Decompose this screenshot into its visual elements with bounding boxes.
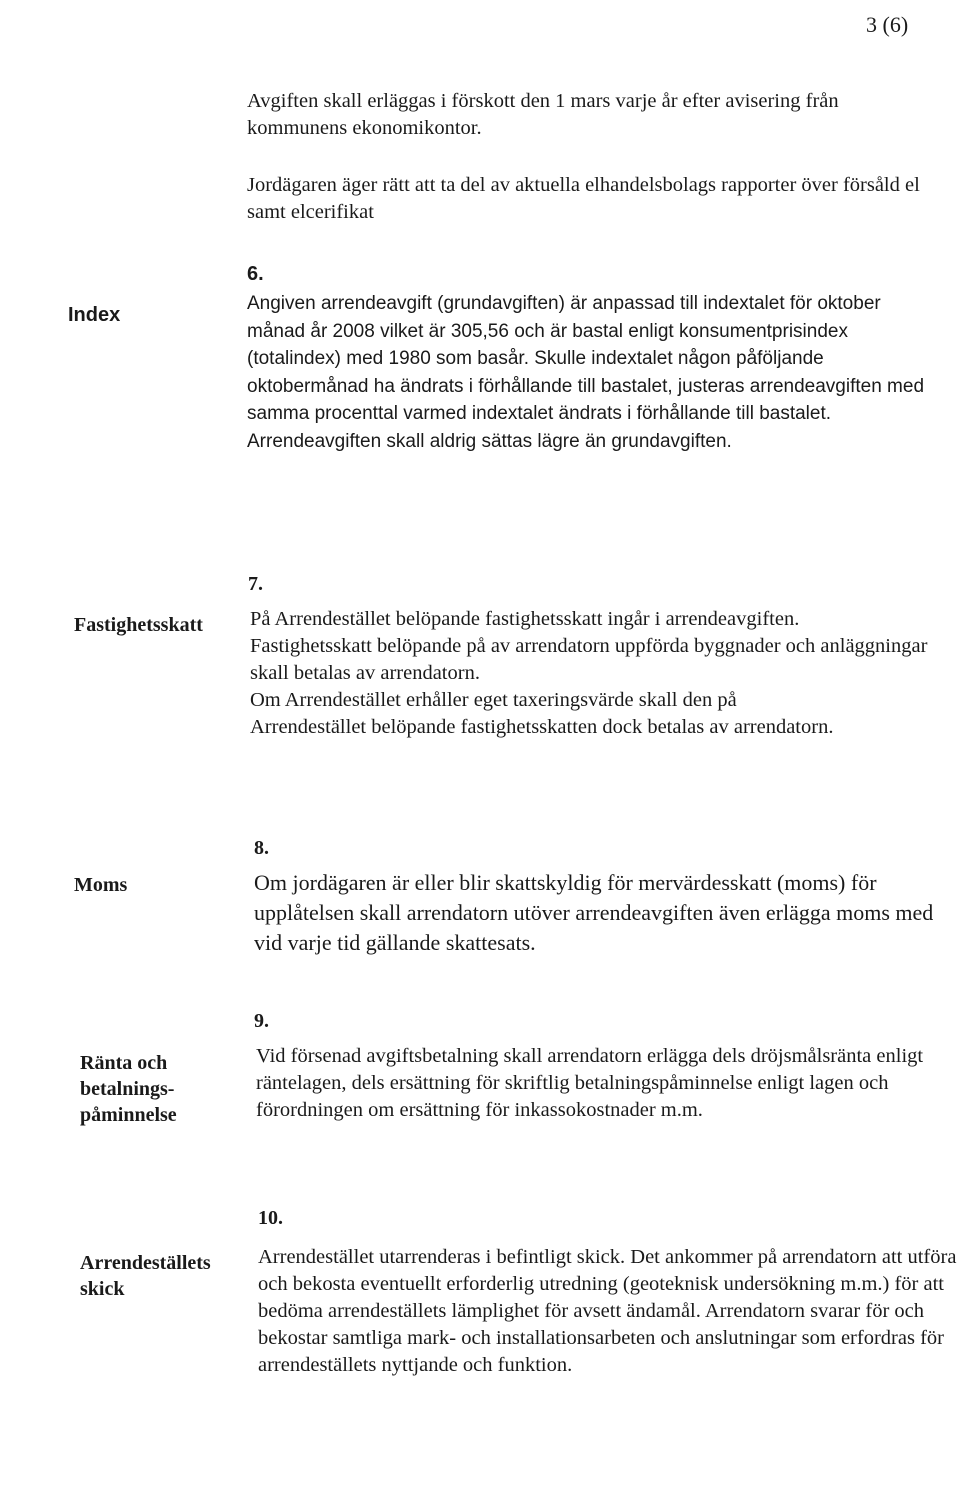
section-9-label-line-3: påminnelse [80,1104,177,1126]
section-9-label-line-1: Ränta och [80,1052,168,1074]
intro-paragraph-2: Jordägaren äger rätt att ta del av aktuella elhandelsbolags rapporter över försåld el samt elcerifikat [247,174,920,223]
section-8-text: Om jordägaren är eller blir skattskyldig för mervärdesskatt (moms) för upplåtelsen skall arrendatorn utöver arrendeavgiften även erlägga moms med vid varje tid gällande skattesats. [254,870,934,955]
section-10-number: 10. [258,1207,283,1229]
section-8-number: 8. [254,837,269,859]
section-7-text-3: Om Arrendestället erhåller eget taxeringsvärde skall den på Arrendestället belöpande fastighetsskatten dock betalas av arrendatorn. [250,689,834,738]
section-10-label [80,1250,211,1302]
section-9-label [80,1050,177,1128]
section-6-text: Angiven arrendeavgift (grundavgiften) är anpassad till indextalet för oktober månad år 2008 vilket är 305,56 och är bastal enligt konsumentprisindex (totalindex) med 1980 som basår. Skulle indextalet någon påföljande oktobermånad ha ändrats i förhållande till bastalet, justeras arrendeavgiften med samma procenttal varmed indextalet ändrats i förhållande till bastalet. Arrendeavgiften skall aldrig sättas lägre än grundavgiften. [247,293,925,452]
page-number: 3 (6) [866,12,909,37]
section-10-text: Arrendestället utarrenderas i befintligt skick. Det ankommer på arrendatorn att utföra och bekosta eventuellt erforderlig utredning (geoteknisk undersökning m.m.) för att bedöma arrendeställets lämplighet för avsett ändamål. Arrendatorn svarar för och bekostar samtliga mark- och installationsarbeten och anslutningar som erfordras för arrendeställets nyttjande och funktion. [258,1246,957,1376]
intro-paragraph-1: Avgiften skall erläggas i förskott den 1 mars varje år efter avisering från kommunens ekonomikontor. [247,90,839,139]
section-7-text-2: Fastighetsskatt belöpande på av arrendatorn uppförda byggnader och anläggningar skall betalas av arrendatorn. [250,635,928,684]
section-9-number: 9. [254,1010,269,1032]
section-7-number: 7. [248,573,263,595]
section-6-number: 6. [247,263,264,285]
section-10-label-line-1: Arrendeställets [80,1252,211,1274]
section-7-label: Fastighetsskatt [74,614,203,636]
section-9-label-line-2: betalnings- [80,1078,175,1100]
section-6-label: Index [68,304,121,326]
section-8-label: Moms [74,874,128,896]
section-9-text: Vid försenad avgiftsbetalning skall arrendatorn erlägga dels dröjsmålsränta enligt räntelagen, dels ersättning för skriftlig betalningspåminnelse enligt lagen och förordningen om ersättning för inkassokostnader m.m. [256,1045,924,1121]
section-10-label-line-2: skick [80,1278,125,1300]
section-7-text-1: På Arrendestället belöpande fastighetsskatt ingår i arrendeavgiften. [250,608,800,630]
